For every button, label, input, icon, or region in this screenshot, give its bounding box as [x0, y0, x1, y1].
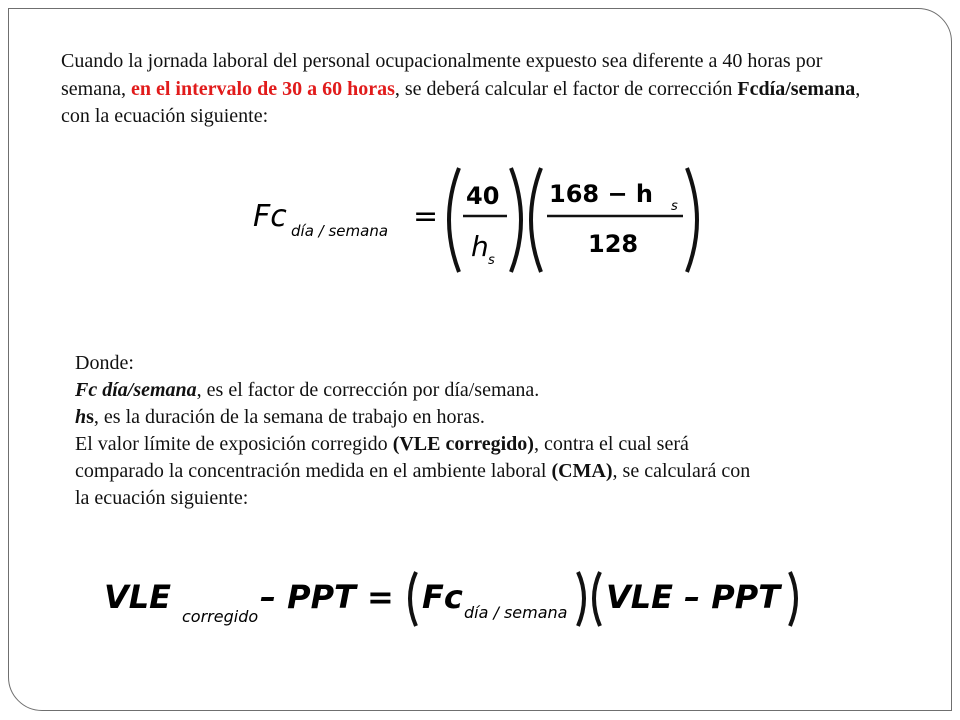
- left-paren-4: [594, 572, 600, 626]
- right-paren-4: [790, 572, 796, 626]
- left-paren-3: [410, 572, 416, 626]
- definitions-paragraph: [75, 350, 915, 512]
- formula2-fc: Fc: [422, 578, 463, 616]
- intro-text-2: , se deberá calcular el factor de corrección: [394, 77, 738, 100]
- vle-corrected-formula: [100, 566, 810, 632]
- left-paren-1: [449, 168, 459, 272]
- vle-text-a: El valor límite de exposición corregido: [75, 433, 393, 455]
- fraction1-denominator-sub: s: [488, 253, 495, 268]
- hs-term-s: s: [86, 406, 94, 428]
- fraction1-numerator: 40: [466, 182, 500, 210]
- fc-definition-line: [75, 377, 915, 404]
- intro-text-3: , con la ecuación siguiente:: [61, 77, 861, 127]
- vle-corregido-term: (VLE corregido): [392, 433, 534, 455]
- cma-text-a: comparado la concentración medida en el ambiente laboral: [75, 460, 552, 482]
- intro-text-1: Cuando la jornada laboral del personal ocupacionalmente expuesto sea diferente a 40 horas por semana,: [61, 50, 823, 100]
- donde-line: Donde:: [75, 352, 134, 374]
- formula2-vle-sub: corregido: [182, 607, 259, 626]
- intro-factor: Fcdía/semana: [737, 77, 856, 100]
- left-paren-2: [531, 168, 541, 272]
- intro-paragraph: [61, 48, 891, 131]
- cma-term: (CMA): [551, 460, 613, 482]
- formula1-equals: =: [413, 199, 439, 234]
- hs-description: , es la duración de la semana de trabajo en horas.: [93, 406, 485, 428]
- vle-line-1: [75, 431, 915, 458]
- fraction2-numerator: 168 − h: [549, 180, 654, 208]
- formula2-fc-sub: día / semana: [464, 603, 568, 622]
- formula2-vle: VLE: [104, 578, 172, 616]
- right-paren-3: [578, 572, 584, 626]
- fraction2-denominator: 128: [588, 230, 639, 258]
- right-paren-1: [511, 168, 521, 272]
- formula2-rhs: VLE – PPT: [606, 578, 781, 616]
- cma-text-c: , se calculará con: [612, 460, 751, 482]
- fc-term: Fc día/semana: [75, 379, 197, 401]
- fc-description: , es el factor de corrección por día/semana.: [196, 379, 540, 401]
- formula1-lhs-sub: día / semana: [291, 222, 389, 240]
- right-paren-2: [687, 168, 697, 272]
- formula2-minus-ppt-equals: – PPT =: [260, 578, 394, 616]
- vle-line-2: [75, 458, 915, 485]
- formula1-lhs: Fc: [253, 199, 287, 234]
- hs-definition-line: [75, 404, 915, 431]
- fraction1-denominator: h: [471, 230, 489, 263]
- intro-highlight: en el intervalo de 30 a 60 horas: [130, 77, 395, 100]
- correction-factor-formula: [245, 160, 715, 280]
- hs-term-h: h: [75, 406, 87, 428]
- vle-text-c: , contra el cual será: [533, 433, 689, 455]
- fraction2-numerator-sub: s: [671, 199, 678, 214]
- vle-line-3: la ecuación siguiente:: [75, 487, 249, 509]
